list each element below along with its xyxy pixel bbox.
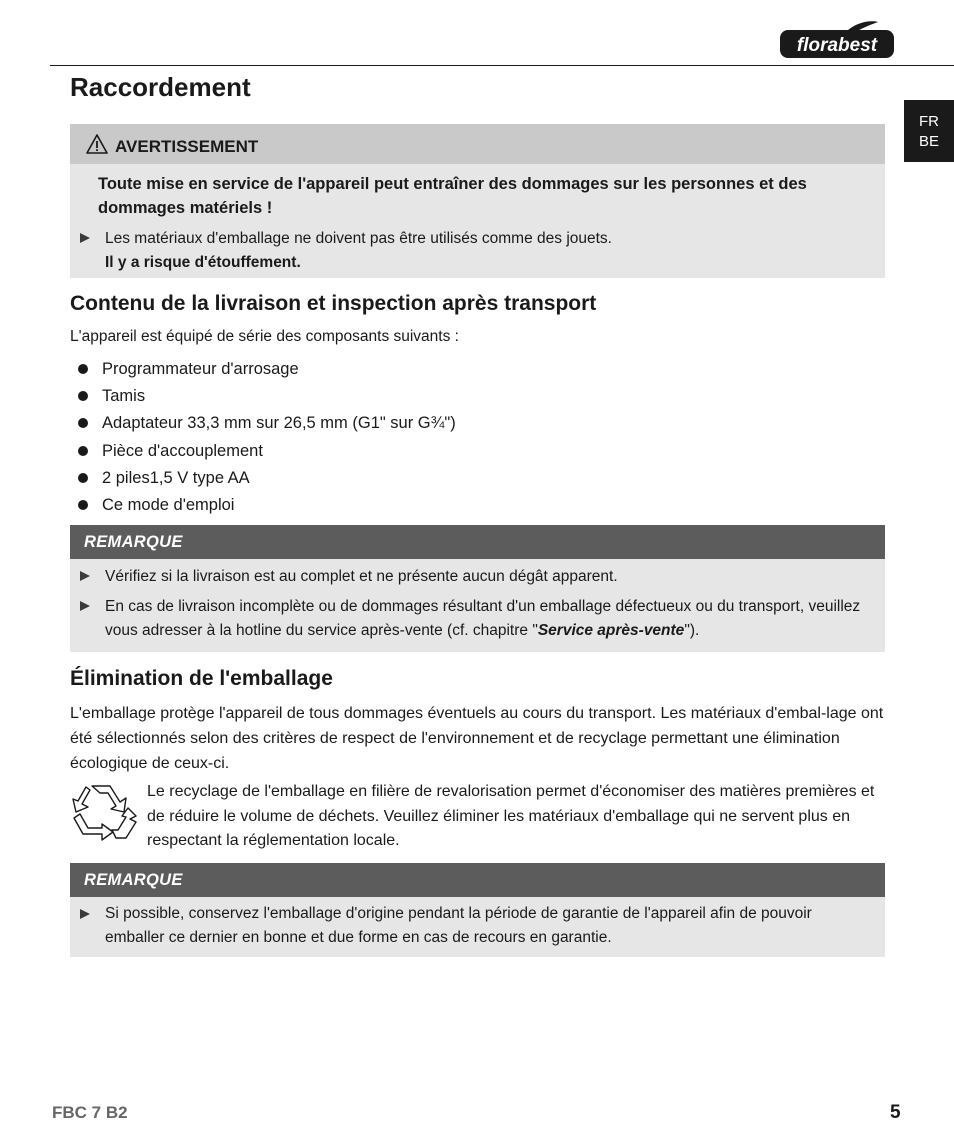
page-number: 5 [890, 1102, 901, 1123]
bullet-dot-icon [78, 391, 88, 401]
chapter-reference: Service après-vente [537, 622, 685, 639]
note-header [70, 525, 885, 559]
note-item-text-end: "). [684, 622, 700, 639]
contents-heading: Contenu de la livraison et inspection après transport [70, 292, 597, 315]
warning-lead-text: Toute mise en service de l'appareil peut entraîner des dommages sur les personnes et des dommages matériels ! [98, 175, 807, 217]
note-box [70, 863, 885, 957]
language-tab [904, 100, 954, 162]
recycle-icon [70, 782, 140, 850]
note-header [70, 863, 885, 897]
note-title: REMARQUE [84, 871, 183, 889]
bullet-dot-icon [78, 500, 88, 510]
warning-item [105, 227, 865, 275]
contents-intro: L'appareil est équipé de série des composants suivants : [70, 328, 459, 345]
recycling-paragraph: Le recyclage de l'emballage en filière de revalorisation permet d'économiser des matières premières et de réduire le volume de déchets. Veuillez éliminer les matériaux d'emballage qui ne servent plus en respectant la réglementation locale. [147, 783, 875, 849]
footer-model-number: FBC 7 B2 [52, 1103, 128, 1122]
list-item-label: Tamis [102, 387, 146, 405]
bullet-dot-icon [78, 446, 88, 456]
list-item-label: Adaptateur 33,3 mm sur 26,5 mm (G1" sur G¾") [102, 414, 456, 432]
note-item: Vérifiez si la livraison est au complet et ne présente aucun dégât apparent. [105, 568, 618, 585]
note-item [105, 595, 875, 643]
warning-header [70, 124, 885, 164]
bullet-dot-icon [78, 418, 88, 428]
arrow-bullet-icon [80, 909, 90, 919]
disposal-paragraph: L'emballage protège l'appareil de tous dommages éventuels au cours du transport. Les matériaux d'embal-lage ont été sélectionnés selon des critères de respect de l'environnement et de recyclage permettant une élimination écologique de ceux-ci. [70, 705, 884, 772]
list-item-label: Programmateur d'arrosage [102, 360, 299, 378]
arrow-bullet-icon [80, 601, 90, 611]
warning-item-text: Les matériaux d'emballage ne doivent pas être utilisés comme des jouets. [105, 230, 612, 247]
note-item: Si possible, conservez l'emballage d'origine pendant la période de garantie de l'appareil afin de pouvoir emballer ce dernier en bonne et due forme en cas de recours en garantie. [105, 905, 812, 946]
list-item-label: Pièce d'accouplement [102, 442, 263, 460]
disposal-heading: Élimination de l'emballage [70, 667, 333, 690]
brand-name: florabest [796, 35, 878, 56]
note-title: REMARQUE [84, 533, 183, 551]
arrow-bullet-icon [80, 571, 90, 581]
language-code-fr: FR [919, 113, 939, 130]
warning-box [70, 124, 885, 278]
note-item-text: En cas de livraison incomplète ou de dommages résultant d'un emballage défectueux ou du transport, veuillez vous adresser à la hotline du service après-vente (cf. chapitre " [105, 598, 861, 639]
bullet-dot-icon [78, 364, 88, 374]
note-box [70, 525, 885, 652]
page-title: Raccordement [70, 72, 251, 102]
arrow-bullet-icon [80, 233, 90, 243]
warning-title: AVERTISSEMENT [115, 137, 259, 156]
list-item-label: Ce mode d'emploi [102, 496, 235, 514]
warning-triangle-icon [86, 134, 108, 154]
bullet-dot-icon [78, 473, 88, 483]
list-item-label: 2 piles1,5 V type AA [102, 469, 250, 487]
header-divider [50, 65, 954, 66]
warning-item-emphasis: Il y a risque d'étouffement. [105, 254, 301, 271]
language-code-be: BE [918, 133, 939, 150]
florabest-logo [778, 20, 896, 60]
